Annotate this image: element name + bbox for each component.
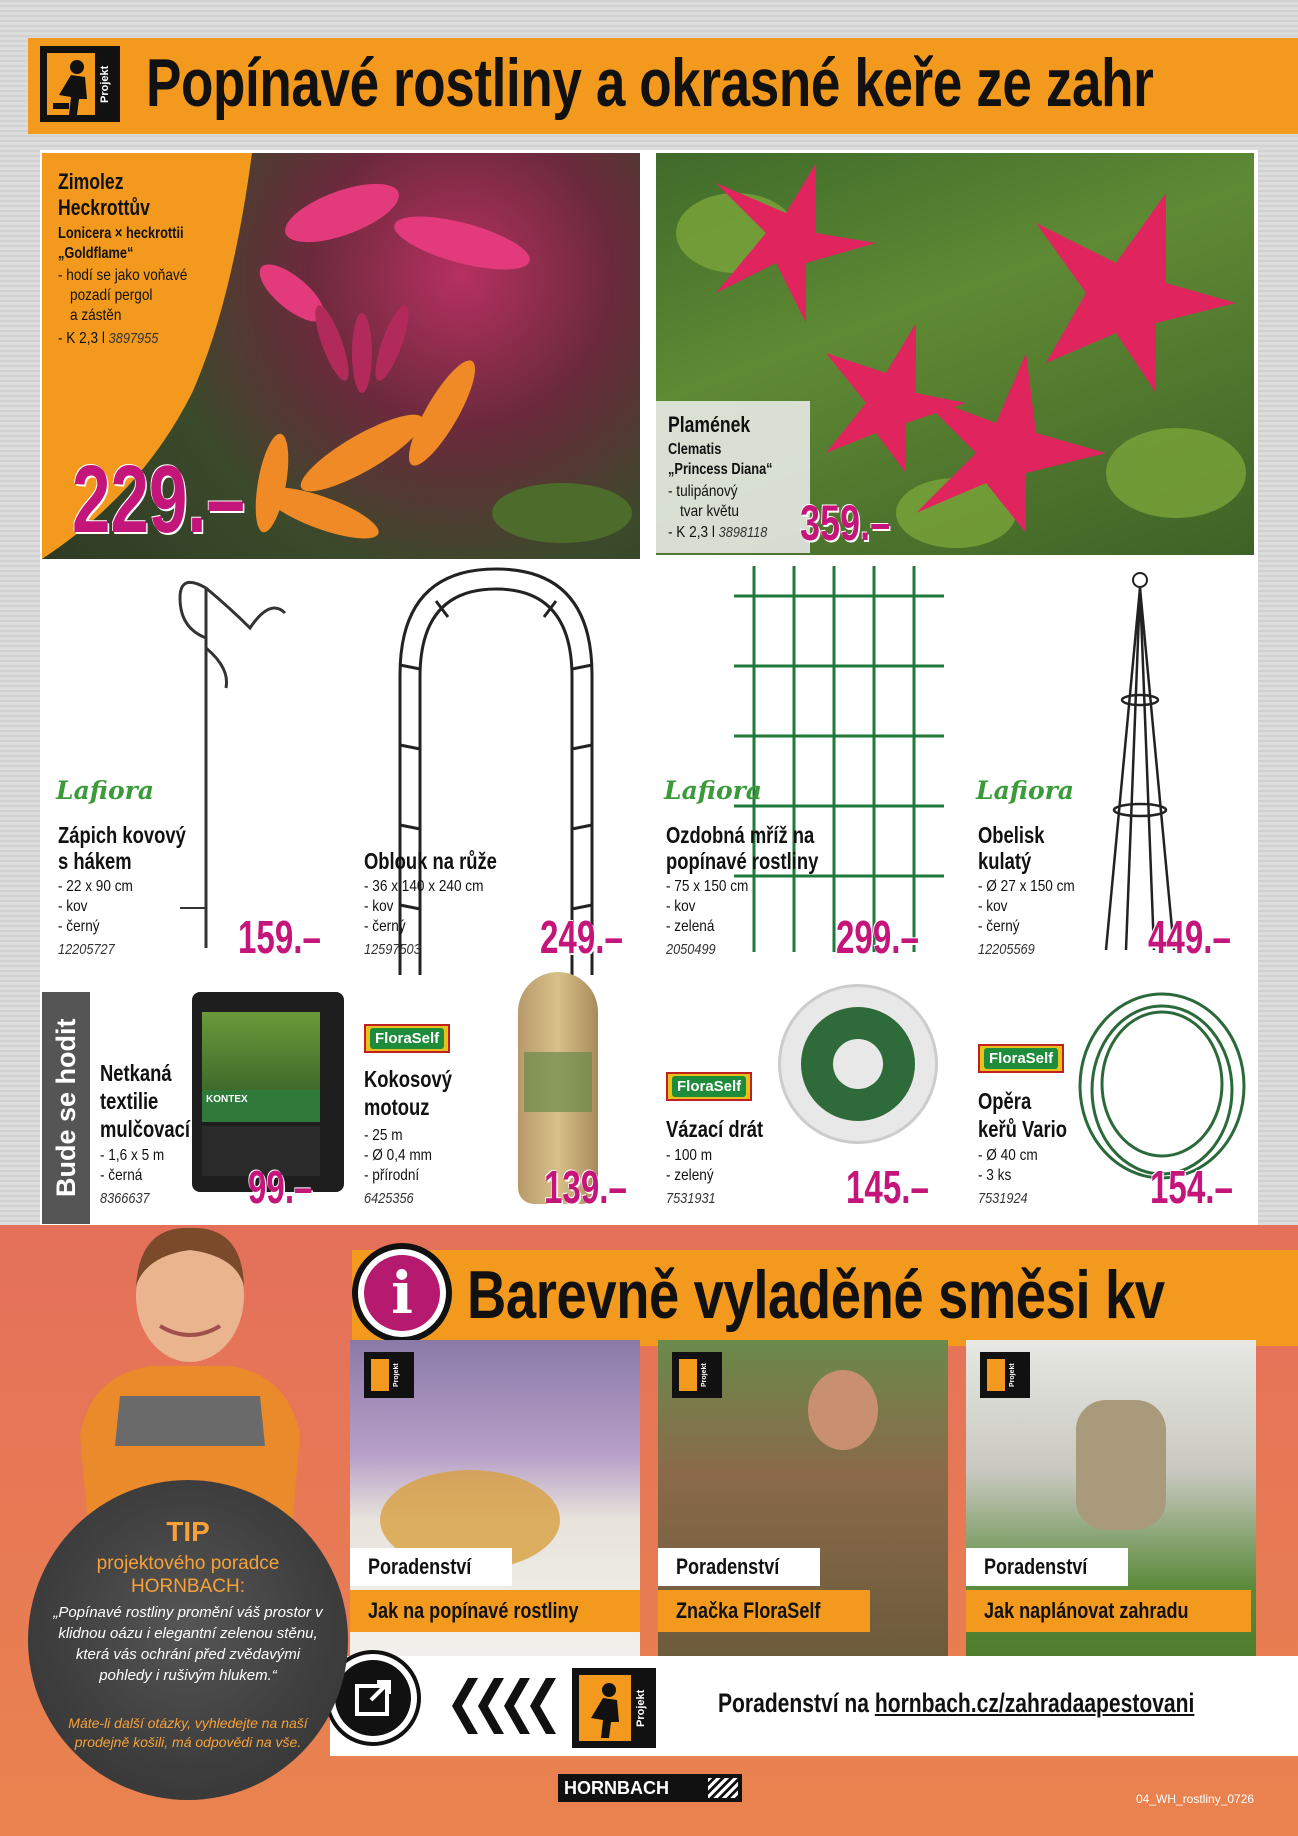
product7-desc1: - 100 m: [666, 1147, 713, 1164]
product8-name1: Opěra: [978, 1088, 1032, 1114]
hero-left-size: - K 2,3 l: [58, 330, 105, 347]
card3-label: Poradenství: [966, 1548, 1128, 1586]
product3-price: 299.–: [836, 911, 919, 963]
header-banner: [28, 38, 1298, 134]
product7-name1: Vázací drát: [666, 1116, 764, 1142]
tip-quote: „Popínavé rostliny promění váš prostor v klidnou oázu i elegantní zelenou stěnu, která vás ochrání před zvědavými pohledy i rušivým hlukem.“: [53, 1604, 323, 1684]
product8-brand: FloraSelf: [978, 1044, 1064, 1073]
advice-link-prefix: Poradenství na: [718, 1688, 875, 1718]
product6-price: 139.–: [544, 1161, 627, 1213]
card2-label: Poradenství: [658, 1548, 820, 1586]
product4-desc2: - kov: [978, 898, 1008, 915]
info-title: Barevně vyladěné směsi kv: [467, 1257, 1165, 1333]
product3-desc3: - zelená: [666, 918, 715, 935]
info-banner: [352, 1250, 1298, 1346]
product3-name2: popínavé rostliny: [666, 848, 819, 874]
product1-desc3: - černý: [58, 918, 100, 935]
hero-left-name2: Heckrottův: [58, 195, 150, 220]
hero-right-latin1: Clematis: [668, 441, 722, 458]
footer-code: 04_WH_rostliny_0726: [1136, 1792, 1255, 1806]
product7-brand: FloraSelf: [666, 1072, 752, 1101]
binding-wire-image: [778, 984, 938, 1144]
hero-right-name: Plamének: [668, 412, 751, 437]
product5-name2: textilie: [100, 1088, 159, 1114]
product6-desc2: - Ø 0,4 mm: [364, 1147, 433, 1164]
product6-name1: Kokosový: [364, 1066, 452, 1092]
product8-name2: keřů Vario: [978, 1116, 1067, 1142]
product4-name2: kulatý: [978, 848, 1032, 874]
hero-right-code: 3898118: [718, 524, 768, 541]
card3-projekt-icon: Projekt: [980, 1352, 1030, 1398]
obelisk-image: [1100, 570, 1180, 950]
product3-desc2: - kov: [666, 898, 696, 915]
product3-desc1: - 75 x 150 cm: [666, 878, 749, 895]
arrows-left-icon: [444, 1674, 556, 1738]
hero-left-code: 3897955: [108, 330, 159, 347]
product5-code: 8366637: [100, 1190, 150, 1207]
product4-price: 449.–: [1148, 911, 1231, 963]
product1-name1: Zápich kovový: [58, 822, 186, 848]
advice-link-url[interactable]: hornbach.cz/zahradaapestovani: [874, 1688, 1195, 1718]
hero-left-latin1: Lonicera × heckrottii: [58, 225, 184, 242]
product4-code: 12205569: [978, 941, 1035, 958]
side-label: Bude se hodit: [51, 1018, 81, 1198]
product8-price: 154.–: [1150, 1161, 1233, 1213]
garden-stake-image: [170, 568, 290, 948]
projekt-logo: Projekt: [40, 46, 120, 122]
product1-name2: s hákem: [58, 848, 132, 874]
page-title: Popínavé rostliny a okrasné keře ze zahr: [146, 45, 1154, 121]
card2-link[interactable]: Značka FloraSelf: [658, 1590, 870, 1632]
hero-right-desc1: - tulipánový: [668, 483, 738, 500]
hero-right-desc2: tvar květu: [680, 503, 739, 520]
product6-name2: motouz: [364, 1094, 430, 1120]
tip-subtitle: projektového poradce HORNBACH:: [96, 1553, 280, 1597]
card1-label: Poradenství: [350, 1548, 512, 1586]
card-climbing-plants[interactable]: [350, 1340, 640, 1670]
package-text: KONTEX: [202, 1090, 320, 1122]
product6-brand: FloraSelf: [364, 1024, 450, 1053]
product2-desc1: - 36 x 140 x 240 cm: [364, 878, 484, 895]
tip-title: TIP: [166, 1516, 210, 1547]
worker-icon: [49, 55, 97, 117]
product1-price: 159.–: [238, 911, 321, 963]
card2-projekt-icon: Projekt: [672, 1352, 722, 1398]
product5-name1: Netkaná: [100, 1060, 172, 1086]
product5-desc1: - 1,6 x 5 m: [100, 1147, 165, 1164]
product2-price: 249.–: [540, 911, 623, 963]
hero-left-desc2: pozadí pergol: [70, 287, 153, 304]
card1-link[interactable]: Jak na popínavé rostliny: [350, 1590, 640, 1632]
hornbach-logo: HORNBACH: [558, 1774, 742, 1802]
product5-price: 99.–: [248, 1161, 313, 1213]
product7-price: 145.–: [846, 1161, 929, 1213]
product3-brand: Lafiora: [664, 776, 762, 805]
product4-desc3: - černý: [978, 918, 1020, 935]
hero-right-latin2: „Princess Diana“: [668, 461, 773, 478]
advice-link-text[interactable]: [718, 1688, 1194, 1719]
hero-left-latin2: „Goldflame“: [58, 245, 134, 262]
hero-left-desc3: a zástěn: [70, 307, 122, 324]
product1-desc1: - 22 x 90 cm: [58, 878, 133, 895]
product8-desc1: - Ø 40 cm: [978, 1147, 1038, 1164]
hero-right-size: - K 2,3 l: [668, 524, 715, 541]
hero-left-desc1: - hodí se jako voňavé: [58, 267, 188, 284]
link-projekt-logo: Projekt: [572, 1668, 656, 1748]
shrub-support-image: [1072, 986, 1252, 1186]
hero-right-price: 359.–: [800, 495, 891, 551]
product7-code: 7531931: [666, 1190, 716, 1207]
product4-brand: Lafiora: [976, 776, 1074, 805]
product6-code: 6425356: [364, 1190, 414, 1207]
card-floraself[interactable]: [658, 1340, 948, 1670]
product8-code: 7531924: [978, 1190, 1028, 1207]
product1-brand: Lafiora: [56, 776, 154, 805]
card-garden-planning[interactable]: [966, 1340, 1256, 1670]
product1-code: 12205727: [58, 941, 115, 958]
product1-desc2: - kov: [58, 898, 88, 915]
side-label-box: [42, 992, 90, 1224]
product4-desc1: - Ø 27 x 150 cm: [978, 878, 1075, 895]
trellis-image: [734, 566, 944, 952]
product3-code: 2050499: [666, 941, 716, 958]
product4-name1: Obelisk: [978, 822, 1045, 848]
product6-desc1: - 25 m: [364, 1127, 403, 1144]
hero-left-price: 229.–: [72, 446, 245, 553]
tip-bubble: [28, 1480, 348, 1800]
product2-desc2: - kov: [364, 898, 394, 915]
product5-name3: mulčovací: [100, 1116, 190, 1142]
product8-desc2: - 3 ks: [978, 1167, 1012, 1184]
hero-right-size-line: [668, 524, 767, 542]
product5-desc2: - černá: [100, 1167, 143, 1184]
product3-name1: Ozdobná mříž na: [666, 822, 815, 848]
product7-desc2: - zelený: [666, 1167, 714, 1184]
card3-link[interactable]: Jak naplánovat zahradu: [966, 1590, 1251, 1632]
hero-left-name1: Zimolez: [58, 169, 124, 194]
card1-projekt-icon: Projekt: [364, 1352, 414, 1398]
tip-note: Máte-li další otázky, vyhledejte na naší prodejně košili, má odpovědi na vše.: [68, 1715, 308, 1750]
product6-desc3: - přírodní: [364, 1167, 420, 1184]
product2-code: 12597503: [364, 941, 421, 958]
info-icon: i: [352, 1243, 452, 1343]
hero-left-size-line: [58, 330, 158, 348]
product2-name1: Oblouk na růže: [364, 848, 497, 874]
product2-desc3: - černý: [364, 918, 406, 935]
